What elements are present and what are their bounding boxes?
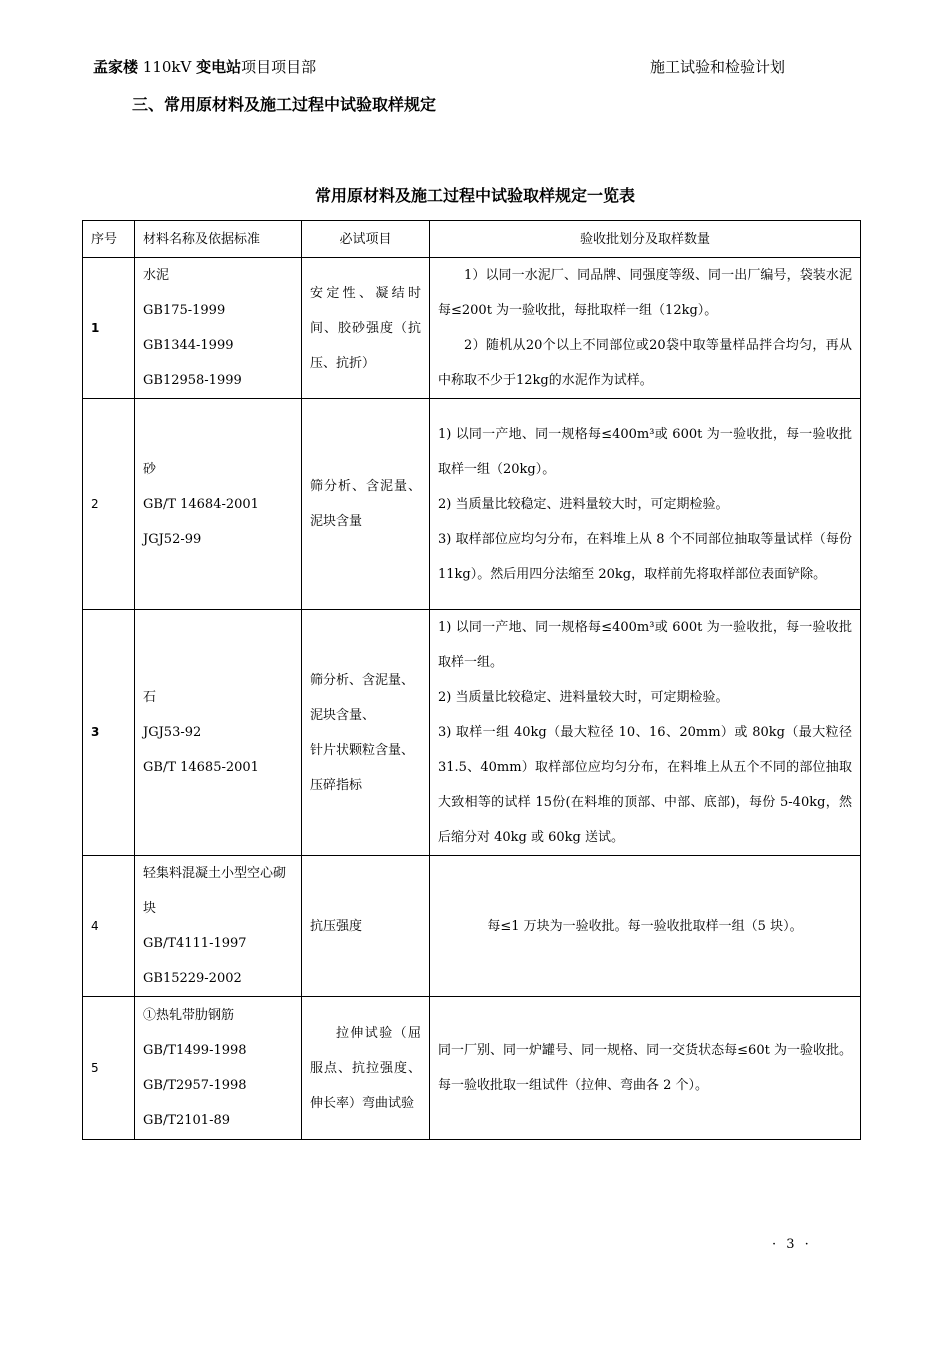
material-standard: GB15229-2002 <box>143 971 242 986</box>
material-cell <box>135 610 302 856</box>
table-row <box>83 399 861 610</box>
header-site-name: 孟家楼 <box>93 58 139 76</box>
material-standard: GB/T2101-89 <box>143 1113 231 1128</box>
sampling-cell <box>430 856 861 997</box>
required-tests: 拉伸试验（屈服点、抗拉强度、伸长率）弯曲试验 <box>302 997 430 1140</box>
sampling-cell <box>430 610 861 856</box>
header-dept: 项目项目部 <box>241 58 317 76</box>
sampling-rule: 2) 当质量比较稳定、进料量较大时，可定期检验。 <box>438 690 729 705</box>
sampling-rule: 3) 取样部位应均匀分布，在料堆上从 8 个不同部位抽取等量试样（每份 11kg）。然后用四分法缩至 20kg，取样前先将取样部位表面铲除。 <box>438 531 852 582</box>
required-tests: 安定性、凝结时间、胶砂强度（抗压、抗折） <box>302 258 430 399</box>
sampling-cell <box>430 399 861 610</box>
table-row <box>83 610 861 856</box>
sampling-rule: 3) 取样一组 40kg（最大粒径 10、16、20mm）或 80kg（最大粒径 31.5、40mm）取样部位应均匀分布，在料堆上从五个不同的部位抽取大致相等的试样 15份(在料堆的顶部、中部、底部)，每份 5-40kg，然后缩分对 40kg 或 60kg 送试。 <box>438 725 852 845</box>
header-material: 材料名称及依据标准 <box>135 221 302 258</box>
material-standard: GB/T4111-1997 <box>143 936 247 951</box>
header-sampling: 验收批划分及取样数量 <box>430 221 861 258</box>
material-standard: JGJ52-99 <box>143 531 202 547</box>
material-standard: GB/T 14684-2001 <box>143 496 259 512</box>
required-tests: 抗压强度 <box>302 856 430 997</box>
sampling-rule: 每≤1 万块为一验收批。每一验收批取样一组（5 块）。 <box>487 918 803 934</box>
sampling-rule: 同一厂别、同一炉罐号、同一规格、同一交货状态每≤60t 为一验收批。每一验收批取一组试件（拉伸、弯曲各 2 个）。 <box>438 1043 852 1093</box>
material-standard: GB12958-1999 <box>143 373 242 388</box>
required-tests <box>302 610 430 856</box>
header-voltage: 110kV <box>142 58 192 76</box>
table-row <box>83 258 861 399</box>
material-cell <box>135 399 302 610</box>
material-standard: GB1344-1999 <box>143 338 234 353</box>
required-test-line: 压碎指标 <box>310 777 363 793</box>
table-header-row <box>83 221 861 258</box>
required-tests: 筛分析、含泥量、泥块含量 <box>302 399 430 610</box>
header-site-suffix: 变电站 <box>196 58 242 76</box>
sampling-rule: 1）以同一水泥厂、同品牌、同强度等级、同一出厂编号，袋装水泥每≤200t 为一验收批，每批取样一组（12kg）。 <box>438 268 852 318</box>
material-cell <box>135 258 302 399</box>
sampling-cell <box>430 258 861 399</box>
material-cell <box>135 856 302 997</box>
sampling-rule: 2) 当质量比较稳定、进料量较大时，可定期检验。 <box>438 496 729 512</box>
page-number: · 3 · <box>772 1237 812 1252</box>
sampling-rule: 1) 以同一产地、同一规格每≤400m³或 600t 为一验收批，每一验收批取样一组（20kg）。 <box>438 426 852 477</box>
table-title: 常用原材料及施工过程中试验取样规定一览表 <box>314 186 635 205</box>
required-test-line: 泥块含量、 <box>310 707 376 723</box>
header-tests: 必试项目 <box>302 221 430 258</box>
row-number: 2 <box>83 399 135 610</box>
material-name: 砂 <box>143 461 157 477</box>
material-standard: JGJ53-92 <box>143 725 202 740</box>
material-standard: GB175-1999 <box>143 303 226 318</box>
header-no: 序号 <box>83 221 135 258</box>
sampling-rule: 1) 以同一产地、同一规格每≤400m³或 600t 为一验收批，每一验收批取样一组。 <box>438 620 852 670</box>
table-row <box>83 856 861 997</box>
table-row <box>83 997 861 1140</box>
row-number: 4 <box>83 856 135 997</box>
material-standard: GB/T2957-1998 <box>143 1078 247 1093</box>
required-test-line: 筛分析、含泥量、 <box>310 672 415 688</box>
material-name: 石 <box>143 690 157 705</box>
header-doc-title: 施工试验和检验计划 <box>650 58 786 76</box>
header-project <box>93 56 316 77</box>
required-test-line: 针片状颗粒含量、 <box>310 742 415 758</box>
sampling-cell <box>430 997 861 1140</box>
sampling-rules-table <box>82 220 861 1140</box>
row-number: 3 <box>83 610 135 856</box>
sampling-rule: 2）随机从20个以上不同部位或20袋中取等量样品拌合均匀，再从中称取不少于12kg的水泥作为试样。 <box>438 338 852 388</box>
row-number: 1 <box>83 258 135 399</box>
material-standard: GB/T 14685-2001 <box>143 760 259 775</box>
section-title: 三、常用原材料及施工过程中试验取样规定 <box>132 95 437 114</box>
material-name: ①热轧带肋钢筋 <box>143 1008 235 1023</box>
material-cell <box>135 997 302 1140</box>
material-standard: GB/T1499-1998 <box>143 1043 247 1058</box>
material-name: 轻集料混凝土小型空心砌块 <box>143 866 287 916</box>
row-number: 5 <box>83 997 135 1140</box>
material-name: 水泥 <box>143 268 170 283</box>
